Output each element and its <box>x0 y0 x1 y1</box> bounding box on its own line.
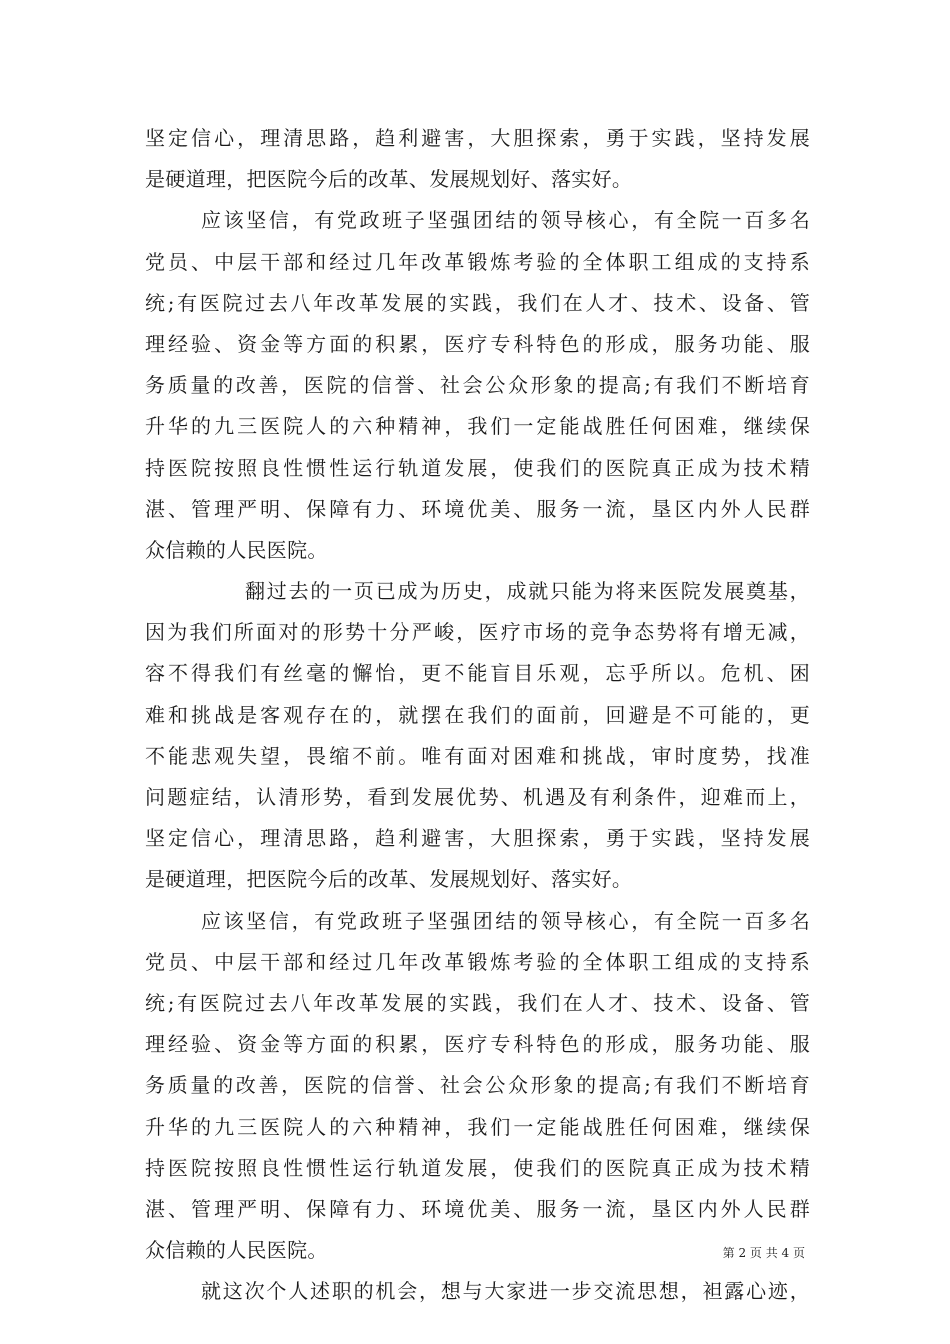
text-line: 应该坚信，有党政班子坚强团结的领导核心，有全院一百多名 <box>201 908 810 933</box>
text-line: 务质量的改善，医院的信誉、社会公众形象的提高;有我们不断培育 <box>145 1073 810 1098</box>
text-line: 湛、管理严明、保障有力、环境优美、服务一流，垦区内外人民群 <box>145 496 810 521</box>
text-line: 坚定信心，理清思路，趋利避害，大胆探索，勇于实践，坚持发展 <box>145 126 810 150</box>
text-line: 翻过去的一页已成为历史，成就只能为将来医院发展奠基， <box>245 579 810 604</box>
text-line: 务质量的改善，医院的信誉、社会公众形象的提高;有我们不断培育 <box>145 373 810 398</box>
text-line: 众信赖的人民医院。 <box>145 537 328 562</box>
text-line: 不能悲观失望，畏缩不前。唯有面对困难和挑战，审时度势，找准 <box>145 743 810 768</box>
body-text <box>145 118 810 1312</box>
text-line: 持医院按照良性惯性运行轨道发展，使我们的医院真正成为技术精 <box>145 455 810 480</box>
text-line: 问题症结，认清形势，看到发展优势、机遇及有利条件，迎难而上， <box>145 785 810 809</box>
page-number: 第 2 页 共 4 页 <box>722 1246 805 1260</box>
text-line: 理经验、资金等方面的积累，医疗专科特色的形成，服务功能、服 <box>145 1032 810 1057</box>
text-line: 持医院按照良性惯性运行轨道发展，使我们的医院真正成为技术精 <box>145 1155 810 1180</box>
text-line: 理经验、资金等方面的积累，医疗专科特色的形成，服务功能、服 <box>145 331 810 356</box>
text-line: 是硬道理，把医院今后的改革、发展规划好、落实好。 <box>145 867 633 892</box>
text-line: 容不得我们有丝毫的懈怡，更不能盲目乐观，忘乎所以。危机、困 <box>145 661 810 686</box>
text-line: 党员、中层干部和经过几年改革锻炼考验的全体职工组成的支持系 <box>145 249 810 274</box>
text-line: 升华的九三医院人的六种精神，我们一定能战胜任何困难，继续保 <box>145 1114 810 1139</box>
text-line: 党员、中层干部和经过几年改革锻炼考验的全体职工组成的支持系 <box>145 949 810 974</box>
text-line: 统;有医院过去八年改革发展的实践，我们在人才、技术、设备、管 <box>145 990 810 1015</box>
text-line: 是硬道理，把医院今后的改革、发展规划好、落实好。 <box>145 167 633 192</box>
text-line: 统;有医院过去八年改革发展的实践，我们在人才、技术、设备、管 <box>145 290 810 315</box>
text-line: 因为我们所面对的形势十分严峻，医疗市场的竞争态势将有增无减， <box>145 620 810 645</box>
text-line: 湛、管理严明、保障有力、环境优美、服务一流，垦区内外人民群 <box>145 1196 810 1221</box>
text-line: 升华的九三医院人的六种精神，我们一定能战胜任何困难，继续保 <box>145 414 810 439</box>
text-line: 就这次个人述职的机会，想与大家进一步交流思想，袒露心迹， <box>201 1279 810 1304</box>
text-line: 难和挑战是客观存在的，就摆在我们的面前，回避是不可能的，更 <box>145 702 810 727</box>
text-line: 众信赖的人民医院。 <box>145 1238 328 1263</box>
text-line: 坚定信心，理清思路，趋利避害，大胆探索，勇于实践，坚持发展 <box>145 826 810 851</box>
text-line: 应该坚信，有党政班子坚强团结的领导核心，有全院一百多名 <box>201 208 810 233</box>
